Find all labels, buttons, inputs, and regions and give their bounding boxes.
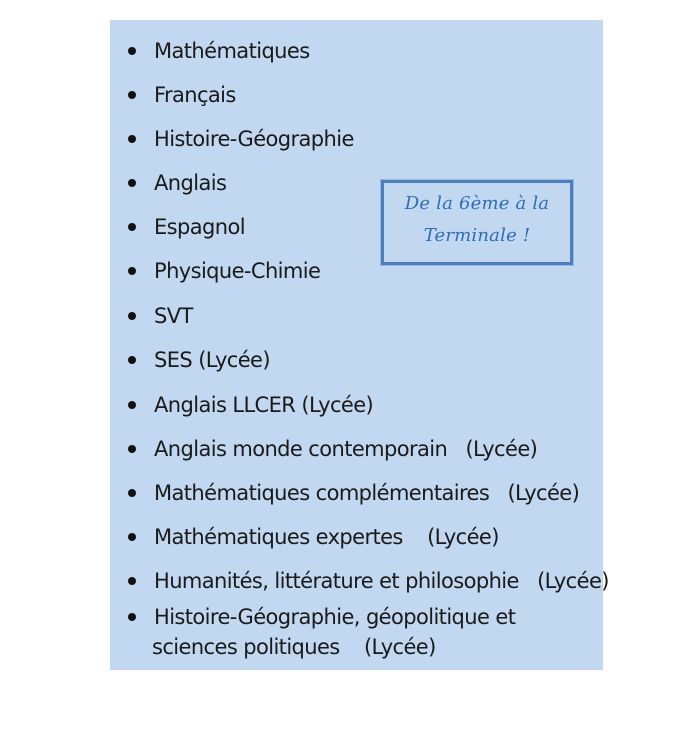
- bullet-icon: [128, 613, 136, 621]
- bullet-icon: [128, 47, 136, 55]
- bullet-icon: [128, 135, 136, 143]
- subject-label: Histoire-Géographie: [154, 127, 354, 151]
- bullet-icon: [128, 223, 136, 231]
- bullet-icon: [128, 91, 136, 99]
- bullet-icon: [128, 401, 136, 409]
- bullet-icon: [128, 577, 136, 585]
- subjects-panel: [110, 20, 609, 670]
- list-item: [110, 603, 603, 743]
- subject-label-continuation: sciences politiques (Lycée): [152, 635, 436, 659]
- subject-label: Physique-Chimie: [154, 259, 321, 283]
- level-note-line-1: De la 6ème à la: [404, 193, 550, 214]
- bullet-icon: [128, 267, 136, 275]
- level-note-line-2: Terminale !: [423, 225, 531, 246]
- bullet-icon: [128, 312, 136, 320]
- subject-label: Anglais monde contemporain (Lycée): [154, 437, 538, 461]
- subject-label: Espagnol: [154, 215, 245, 239]
- subject-label: Anglais: [154, 171, 227, 195]
- bullet-icon: [128, 356, 136, 364]
- bullet-icon: [128, 533, 136, 541]
- subject-label: Mathématiques expertes (Lycée): [154, 525, 499, 549]
- subject-label: Mathématiques: [154, 39, 310, 63]
- bullet-icon: [128, 489, 136, 497]
- subject-label: Anglais LLCER (Lycée): [154, 393, 374, 417]
- subject-label: SES (Lycée): [154, 348, 270, 372]
- subject-label: Français: [154, 83, 236, 107]
- bullet-icon: [128, 179, 136, 187]
- level-note-box: [381, 180, 573, 265]
- subject-label: Mathématiques complémentaires (Lycée): [154, 481, 580, 505]
- subject-label: SVT: [154, 304, 193, 328]
- subject-label: Humanités, littérature et philosophie (Lycée): [154, 569, 609, 593]
- subject-label: Histoire-Géographie, géopolitique et: [154, 605, 516, 629]
- bullet-icon: [128, 445, 136, 453]
